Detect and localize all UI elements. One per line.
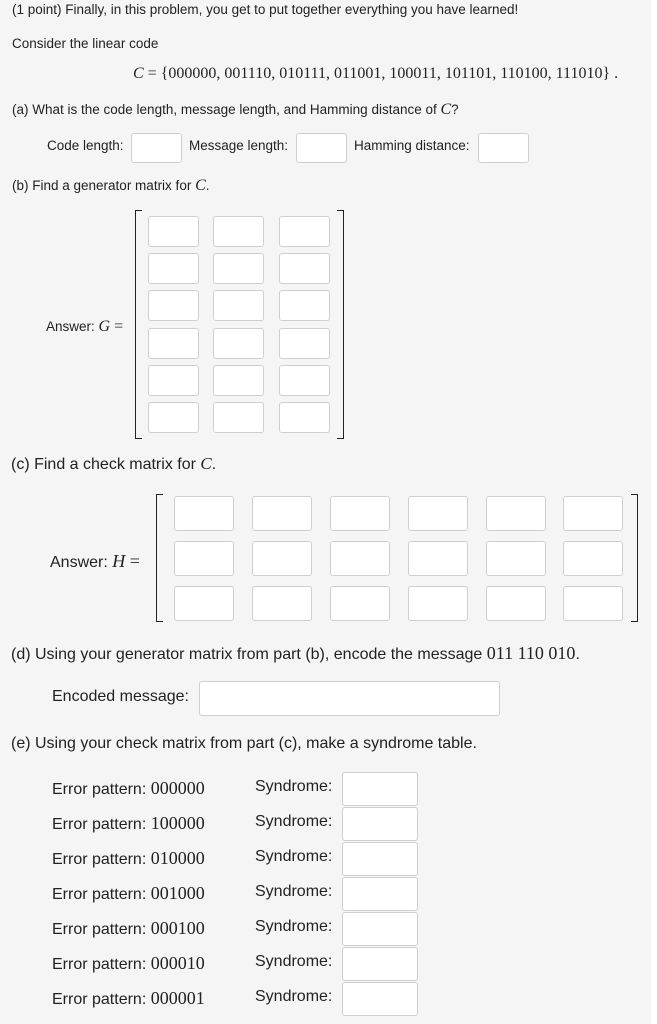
message-length-input[interactable] — [296, 133, 347, 163]
check-cell-r2c6[interactable] — [563, 541, 623, 576]
generator-cell-r4c2[interactable] — [213, 328, 264, 359]
generator-answer-label — [46, 318, 123, 336]
check-equals: = — [125, 551, 140, 571]
check-cell-r2c1[interactable] — [174, 541, 234, 576]
part-b-question — [12, 177, 210, 195]
syndrome-input-4[interactable] — [342, 877, 418, 911]
generator-matrix-variable: G — [98, 318, 111, 335]
error-pattern-value: 000010 — [150, 953, 205, 973]
check-cell-r1c1[interactable] — [174, 496, 234, 531]
part-a-question — [12, 101, 459, 119]
generator-cell-r2c3[interactable] — [279, 253, 330, 284]
generator-cell-r2c2[interactable] — [213, 253, 264, 284]
part-a-variable: C — [440, 101, 452, 118]
generator-cell-r4c1[interactable] — [148, 328, 199, 359]
syndrome-input-1[interactable] — [342, 772, 418, 806]
generator-cell-r1c3[interactable] — [279, 216, 330, 247]
error-pattern-value: 010000 — [150, 848, 205, 868]
error-pattern-prefix: Error pattern: — [52, 921, 151, 938]
error-pattern-value: 000000 — [150, 778, 205, 798]
check-answer-prefix: Answer: — [50, 554, 113, 571]
generator-cell-r5c1[interactable] — [148, 365, 199, 396]
error-pattern-value: 001000 — [150, 883, 205, 903]
check-matrix-variable: H — [112, 551, 126, 571]
intro-text: (1 point) Finally, in this problem, you get to put together everything you have learned! — [12, 2, 519, 17]
part-a-prefix: (a) What is the code length, message length, and Hamming distance of — [12, 102, 441, 117]
check-cell-r2c4[interactable] — [408, 541, 468, 576]
generator-cell-r6c2[interactable] — [213, 402, 264, 433]
error-pattern-value: 100000 — [150, 813, 205, 833]
part-a-suffix: ? — [451, 102, 459, 117]
generator-cell-r4c3[interactable] — [279, 328, 330, 359]
check-cell-r3c2[interactable] — [252, 586, 312, 621]
part-b-suffix: . — [205, 178, 210, 193]
syndrome-input-5[interactable] — [342, 912, 418, 946]
generator-cell-r6c1[interactable] — [148, 402, 199, 433]
error-pattern-label — [52, 778, 205, 799]
error-pattern-label — [52, 883, 205, 904]
generator-equals: = — [110, 318, 124, 335]
syndrome-label: Syndrome: — [255, 848, 333, 865]
hamming-distance-input[interactable] — [478, 133, 529, 163]
check-cell-r1c5[interactable] — [486, 496, 546, 531]
error-pattern-prefix: Error pattern: — [52, 781, 151, 798]
check-cell-r3c4[interactable] — [408, 586, 468, 621]
message-length-label: Message length: — [189, 138, 289, 153]
error-pattern-label — [52, 988, 205, 1009]
generator-answer-prefix: Answer: — [46, 319, 99, 334]
error-pattern-value: 000100 — [150, 918, 205, 938]
check-left-bracket — [156, 494, 163, 622]
part-c-prefix: (c) Find a check matrix for — [11, 456, 201, 473]
check-cell-r2c5[interactable] — [486, 541, 546, 576]
part-b-variable: C — [195, 177, 206, 194]
syndrome-input-7[interactable] — [342, 982, 418, 1016]
part-d-message: 011 110 010 — [486, 643, 576, 663]
syndrome-label: Syndrome: — [255, 918, 333, 935]
consider-text: Consider the linear code — [12, 36, 159, 51]
syndrome-input-3[interactable] — [342, 842, 418, 876]
error-pattern-label — [52, 953, 205, 974]
check-cell-r3c3[interactable] — [330, 586, 390, 621]
check-cell-r3c1[interactable] — [174, 586, 234, 621]
error-pattern-label — [52, 813, 205, 834]
error-pattern-prefix: Error pattern: — [52, 851, 151, 868]
generator-cell-r1c2[interactable] — [213, 216, 264, 247]
generator-cell-r2c1[interactable] — [148, 253, 199, 284]
check-cell-r1c6[interactable] — [563, 496, 623, 531]
generator-cell-r1c1[interactable] — [148, 216, 199, 247]
check-cell-r1c2[interactable] — [252, 496, 312, 531]
error-pattern-prefix: Error pattern: — [52, 816, 151, 833]
error-pattern-label — [52, 848, 205, 869]
syndrome-label: Syndrome: — [255, 988, 333, 1005]
encoded-message-label: Encoded message: — [52, 688, 189, 705]
generator-cell-r5c2[interactable] — [213, 365, 264, 396]
generator-cell-r3c1[interactable] — [148, 290, 199, 321]
part-c-suffix: . — [211, 456, 217, 473]
encoded-message-input[interactable] — [199, 681, 500, 716]
error-pattern-prefix: Error pattern: — [52, 886, 151, 903]
generator-cell-r3c3[interactable] — [279, 290, 330, 321]
generator-cell-r5c3[interactable] — [279, 365, 330, 396]
code-definition — [133, 65, 618, 83]
generator-left-bracket — [135, 210, 142, 439]
error-pattern-prefix: Error pattern: — [52, 956, 151, 973]
code-variable: C — [133, 65, 144, 82]
syndrome-input-2[interactable] — [342, 807, 418, 841]
error-pattern-label — [52, 918, 205, 939]
part-c-question — [11, 454, 216, 474]
part-d-prefix: (d) Using your generator matrix from part (b), encode the message — [11, 646, 487, 663]
check-cell-r3c6[interactable] — [563, 586, 623, 621]
code-length-label: Code length: — [47, 138, 124, 153]
part-e-question: (e) Using your check matrix from part (c), make a syndrome table. — [11, 735, 477, 752]
error-pattern-value: 000001 — [150, 988, 205, 1008]
generator-right-bracket — [337, 210, 344, 439]
check-right-bracket — [631, 494, 638, 622]
code-set: = {000000, 001110, 010111, 011001, 100011, 101101, 110100, 111010} . — [143, 65, 619, 82]
part-b-prefix: (b) Find a generator matrix for — [12, 178, 196, 193]
check-cell-r1c3[interactable] — [330, 496, 390, 531]
syndrome-label: Syndrome: — [255, 813, 333, 830]
part-c-variable: C — [200, 454, 212, 473]
code-length-input[interactable] — [131, 133, 182, 163]
syndrome-label: Syndrome: — [255, 883, 333, 900]
check-answer-label — [50, 551, 140, 572]
check-cell-r2c2[interactable] — [252, 541, 312, 576]
syndrome-label: Syndrome: — [255, 953, 333, 970]
syndrome-label: Syndrome: — [255, 778, 333, 795]
error-pattern-prefix: Error pattern: — [52, 991, 151, 1008]
syndrome-input-6[interactable] — [342, 947, 418, 981]
generator-cell-r3c2[interactable] — [213, 290, 264, 321]
check-cell-r1c4[interactable] — [408, 496, 468, 531]
part-d-question — [11, 643, 580, 664]
part-d-suffix: . — [575, 646, 580, 663]
check-cell-r2c3[interactable] — [330, 541, 390, 576]
generator-cell-r6c3[interactable] — [279, 402, 330, 433]
hamming-distance-label: Hamming distance: — [354, 138, 470, 153]
check-cell-r3c5[interactable] — [486, 586, 546, 621]
